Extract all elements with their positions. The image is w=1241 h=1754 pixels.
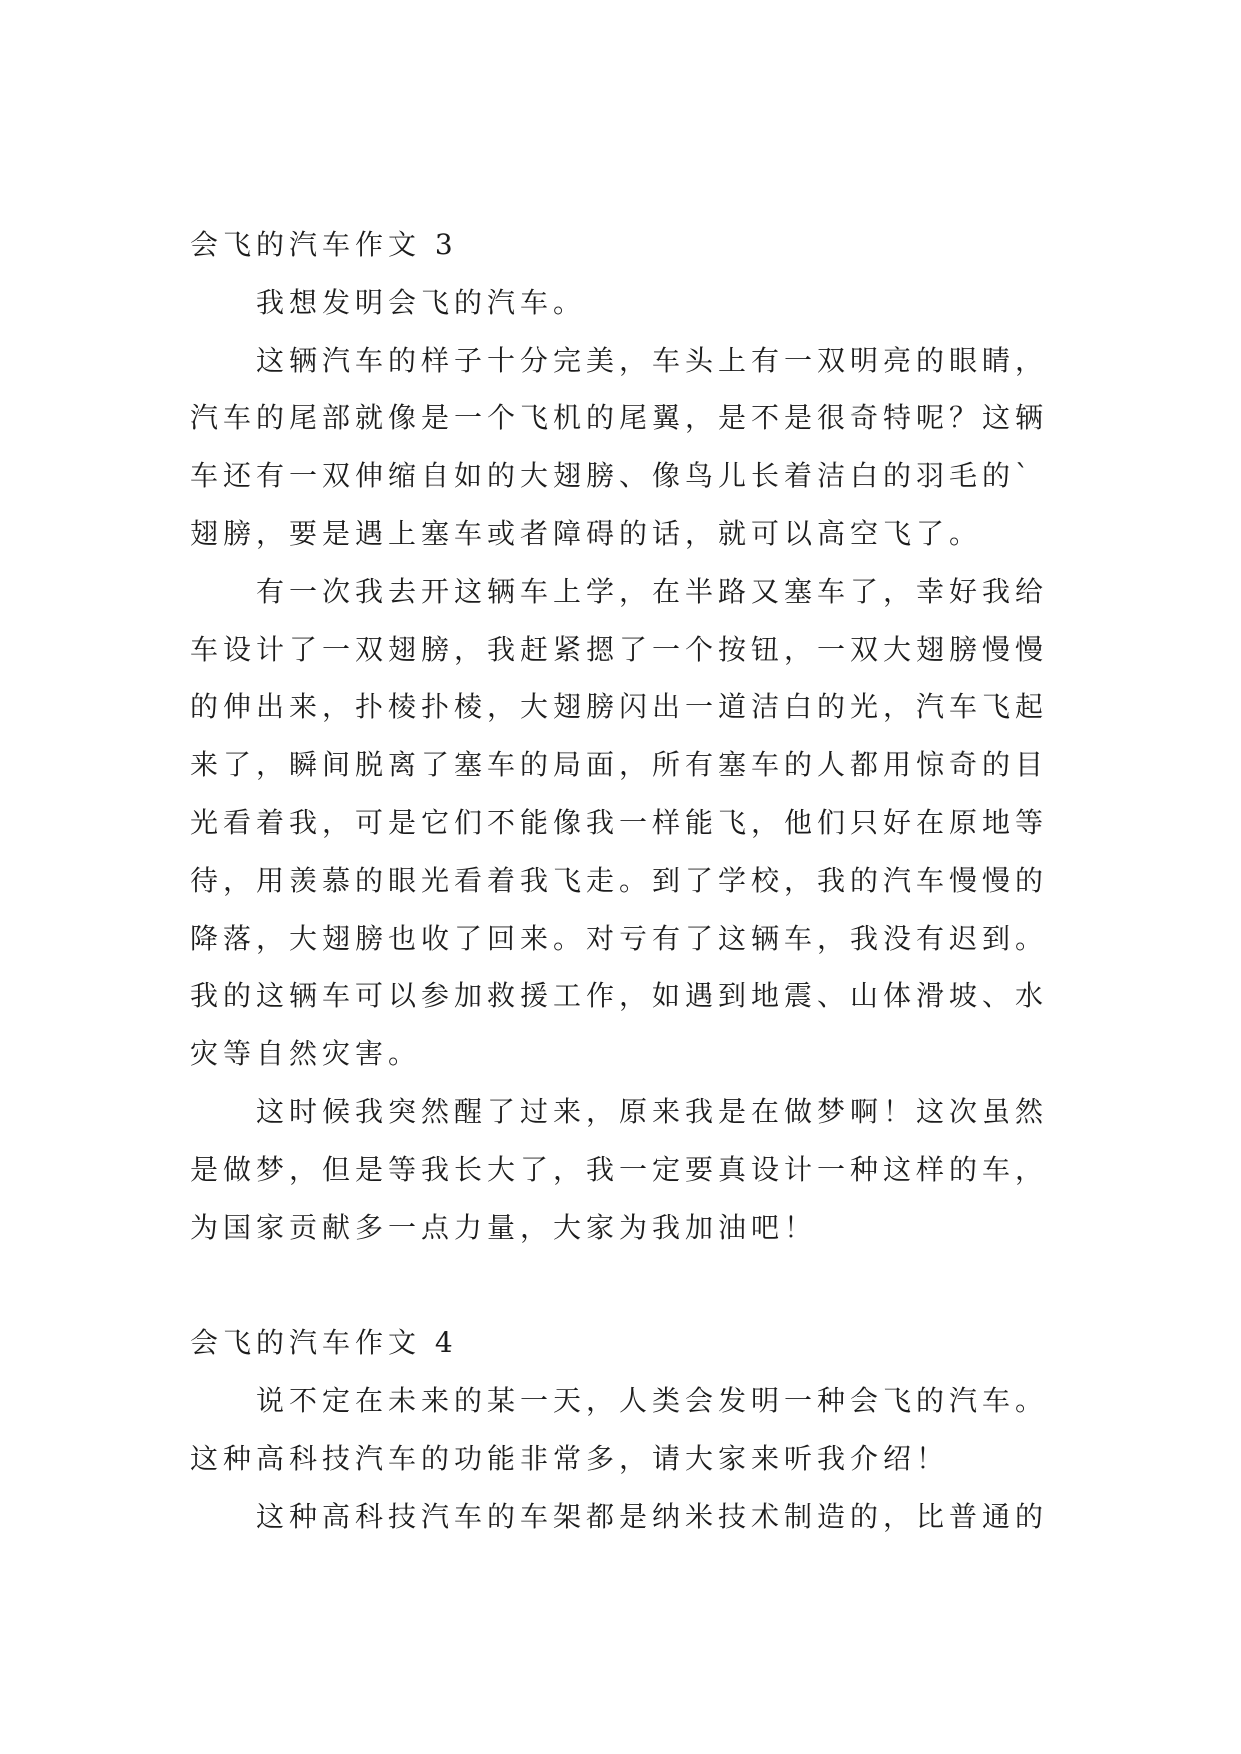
- paragraph: [190, 332, 1090, 563]
- document-body: [190, 216, 1090, 1545]
- section-title: 会飞的汽车作文 3: [190, 228, 458, 261]
- text-line: 光看着我，可是它们不能像我一样能飞，他们只好在原地等: [190, 805, 1049, 839]
- text-line: 灾等自然灾害。: [190, 1037, 422, 1071]
- text-line: 我想发明会飞的汽车。: [256, 285, 587, 319]
- text-line: 我的这辆车可以参加救援工作，如遇到地震、山体滑坡、水: [190, 979, 1049, 1013]
- text-line: 是做梦，但是等我长大了，我一定要真设计一种这样的车，: [190, 1152, 1049, 1186]
- essay-section: [190, 216, 1090, 1256]
- text-line: 这时候我突然醒了过来，原来我是在做梦啊！这次虽然: [256, 1094, 1049, 1128]
- text-line: 翅膀，要是遇上塞车或者障碍的话，就可以高空飞了。: [190, 516, 983, 550]
- paragraph: [190, 1372, 1090, 1488]
- text-line: 这种高科技汽车的车架都是纳米技术制造的，比普通的: [256, 1499, 1049, 1533]
- text-line: 这种高科技汽车的功能非常多，请大家来听我介绍！: [190, 1441, 950, 1475]
- text-line: 说不定在未来的某一天，人类会发明一种会飞的汽车。: [256, 1383, 1049, 1417]
- text-line: 的伸出来，扑棱扑棱，大翅膀闪出一道洁白的光，汽车飞起: [190, 690, 1049, 724]
- paragraph: [190, 1083, 1090, 1256]
- text-line: 车还有一双伸缩自如的大翅膀、像鸟儿长着洁白的羽毛的`: [190, 459, 1035, 493]
- text-line: 来了，瞬间脱离了塞车的局面，所有塞车的人都用惊奇的目: [190, 748, 1049, 782]
- text-line: 待，用羡慕的眼光看着我飞走。到了学校，我的汽车慢慢的: [190, 863, 1049, 897]
- essay-section: [190, 1314, 1090, 1545]
- text-line: 降落，大翅膀也收了回来。对亏有了这辆车，我没有迟到。: [190, 921, 1049, 955]
- text-line: 汽车的尾部就像是一个飞机的尾翼，是不是很奇特呢？这辆: [190, 401, 1049, 435]
- paragraph: [190, 274, 1090, 332]
- text-line: 为国家贡献多一点力量，大家为我加油吧！: [190, 1210, 818, 1244]
- text-line: 这辆汽车的样子十分完美，车头上有一双明亮的眼睛，: [256, 343, 1049, 377]
- paragraph: [190, 1488, 1090, 1546]
- text-line: 有一次我去开这辆车上学，在半路又塞车了，幸好我给: [256, 574, 1049, 608]
- paragraph: [190, 563, 1090, 1083]
- section-title: 会飞的汽车作文 4: [190, 1326, 458, 1360]
- text-line: 车设计了一双翅膀，我赶紧摁了一个按钮，一双大翅膀慢慢: [190, 632, 1049, 666]
